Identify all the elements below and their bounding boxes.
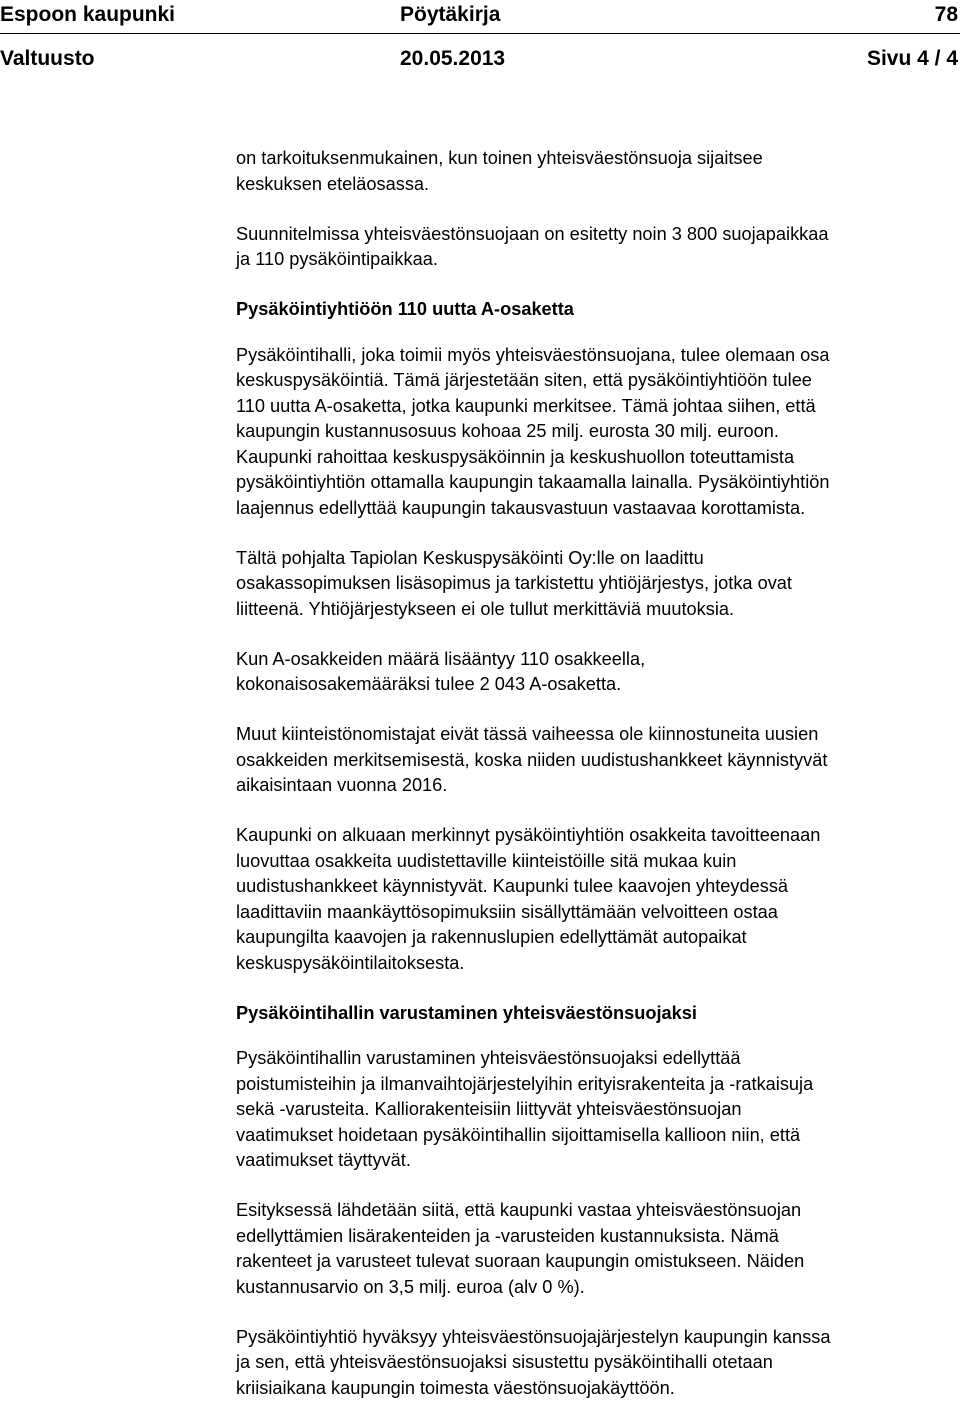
text-line: kokonaisosakemääräksi tulee 2 043 A-osaketta. <box>236 674 622 694</box>
paragraph-9 <box>236 1198 952 1300</box>
document-header <box>0 0 960 90</box>
text-line: osakassopimuksen lisäsopimus ja tarkistettu yhtiöjärjestys, jotka ovat <box>236 573 792 593</box>
text-line: kaupungin kustannusosuus kohoaa 25 milj. eurosta 30 milj. euroon. <box>236 421 779 441</box>
text-line: kustannusarvio on 3,5 milj. euroa (alv 0 %). <box>236 1276 585 1297</box>
text-line: poistumisteihin ja ilmanvaihtojärjestelyihin erityisrakenteita ja -ratkaisuja <box>236 1073 814 1094</box>
governing-body: Valtuusto <box>0 47 95 70</box>
text-line: Kaupunki on alkuaan merkinnyt pysäköintiyhtiön osakkeita tavoitteenaan <box>236 825 821 845</box>
text-line: Esityksessä lähdetään siitä, että kaupunki vastaa yhteisväestönsuojan <box>236 1200 802 1220</box>
text-line: kriisiaikana kaupungin toimesta väestönsuojakäyttöön. <box>236 1377 675 1398</box>
text-line: rakenteet ja varusteet tulevat suoraan kaupungin omistukseen. Näiden <box>236 1251 805 1271</box>
paragraph-1 <box>236 146 952 197</box>
text-line: kaupungilta kaavojen ja rakennuslupien edellyttämät autopaikat <box>236 927 747 947</box>
paragraph-4 <box>236 546 952 623</box>
paragraph-6 <box>236 722 952 799</box>
section-heading-shelter: Pysäköintihallin varustaminen yhteisväestönsuojaksi <box>236 1002 697 1023</box>
text-line: laadittaviin maankäyttösopimuksiin sisällyttämään velvoitteen ostaa <box>236 901 778 922</box>
text-line: Pysäköintiyhtiö hyväksyy yhteisväestönsuojajärjestelyn kaupungin kanssa <box>236 1326 831 1347</box>
meeting-date: 20.05.2013 <box>400 47 506 70</box>
text-line: uudistushankkeet käynnistyvät. Kaupunki tulee kaavojen yhteydessä <box>236 876 789 896</box>
text-line: sekä -varusteita. Kalliorakenteisiin liittyvät yhteisväestönsuojan <box>236 1099 742 1119</box>
text-line: Pysäköintihalli, joka toimii myös yhteisväestönsuojana, tulee olemaan osa <box>236 344 830 365</box>
paragraph-3 <box>236 343 952 522</box>
text-line: Kun A-osakkeiden määrä lisääntyy 110 osakkeella, <box>236 648 646 669</box>
paragraph-5 <box>236 647 952 698</box>
document-body <box>236 146 952 1401</box>
text-line: luovuttaa osakkeita uudistettaville kiinteistöille sitä mukaa kuin <box>236 850 737 871</box>
document-type: Pöytäkirja <box>400 3 501 26</box>
text-line: pysäköintiyhtiön ottamalla kaupungin takaamalla lainalla. Pysäköintiyhtiön <box>236 472 830 492</box>
header-row-bottom <box>0 44 960 74</box>
text-line: keskuspysäköintiä. Tämä järjestetään siten, että pysäköintiyhtiöön tulee <box>236 370 812 390</box>
text-line: laajennus edellyttää kaupungin takausvastuun vastaavaa korottamista. <box>236 497 806 518</box>
section-heading-shares: Pysäköintiyhtiöön 110 uutta A-osaketta <box>236 299 574 319</box>
text-line: ja sen, että yhteisväestönsuojaksi sisustettu pysäköintihalli otetaan <box>236 1352 773 1372</box>
text-line: keskuspysäköintilaitoksesta. <box>236 952 465 973</box>
text-line: Tältä pohjalta Tapiolan Keskuspysäköinti Oy:lle on laadittu <box>236 547 704 568</box>
organization-name: Espoon kaupunki <box>0 3 176 26</box>
text-line: osakkeiden merkitsemisestä, koska niiden uudistushankkeet käynnistyvät <box>236 749 828 770</box>
text-line: keskuksen eteläosassa. <box>236 173 430 194</box>
page-indicator: Sivu 4 / 4 <box>866 47 958 70</box>
paragraph-2 <box>236 222 952 273</box>
text-line: 110 uutta A-osaketta, jotka kaupunki merkitsee. Tämä johtaa siihen, että <box>236 395 816 416</box>
text-line: vaatimukset hoidetaan pysäköintihallin sijoittamisella kallioon niin, että <box>236 1124 801 1145</box>
text-line: liitteenä. Yhtiöjärjestykseen ei ole tullut merkittäviä muutoksia. <box>236 598 735 619</box>
header-row-top <box>0 0 960 30</box>
text-line: aikaisintaan vuonna 2016. <box>236 775 448 795</box>
text-line: vaatimukset täyttyvät. <box>236 1150 411 1170</box>
paragraph-10 <box>236 1325 952 1402</box>
text-line: Muut kiinteistönomistajat eivät tässä vaiheessa ole kiinnostuneita uusien <box>236 724 819 744</box>
text-line: ja 110 pysäköintipaikkaa. <box>236 249 438 269</box>
text-line: Pysäköintihallin varustaminen yhteisväestönsuojaksi edellyttää <box>236 1048 741 1068</box>
paragraph-8 <box>236 1046 952 1174</box>
section-number: 78 <box>934 3 958 26</box>
text-line: Kaupunki rahoittaa keskuspysäköinnin ja keskushuollon toteuttamista <box>236 446 795 467</box>
text-line: on tarkoituksenmukainen, kun toinen yhteisväestönsuoja sijaitsee <box>236 148 763 168</box>
paragraph-7 <box>236 823 952 976</box>
text-line: edellyttämien lisärakenteiden ja -varusteiden kustannuksista. Nämä <box>236 1225 779 1246</box>
text-line: Suunnitelmissa yhteisväestönsuojaan on esitetty noin 3 800 suojapaikkaa <box>236 223 829 244</box>
header-divider <box>0 33 960 34</box>
